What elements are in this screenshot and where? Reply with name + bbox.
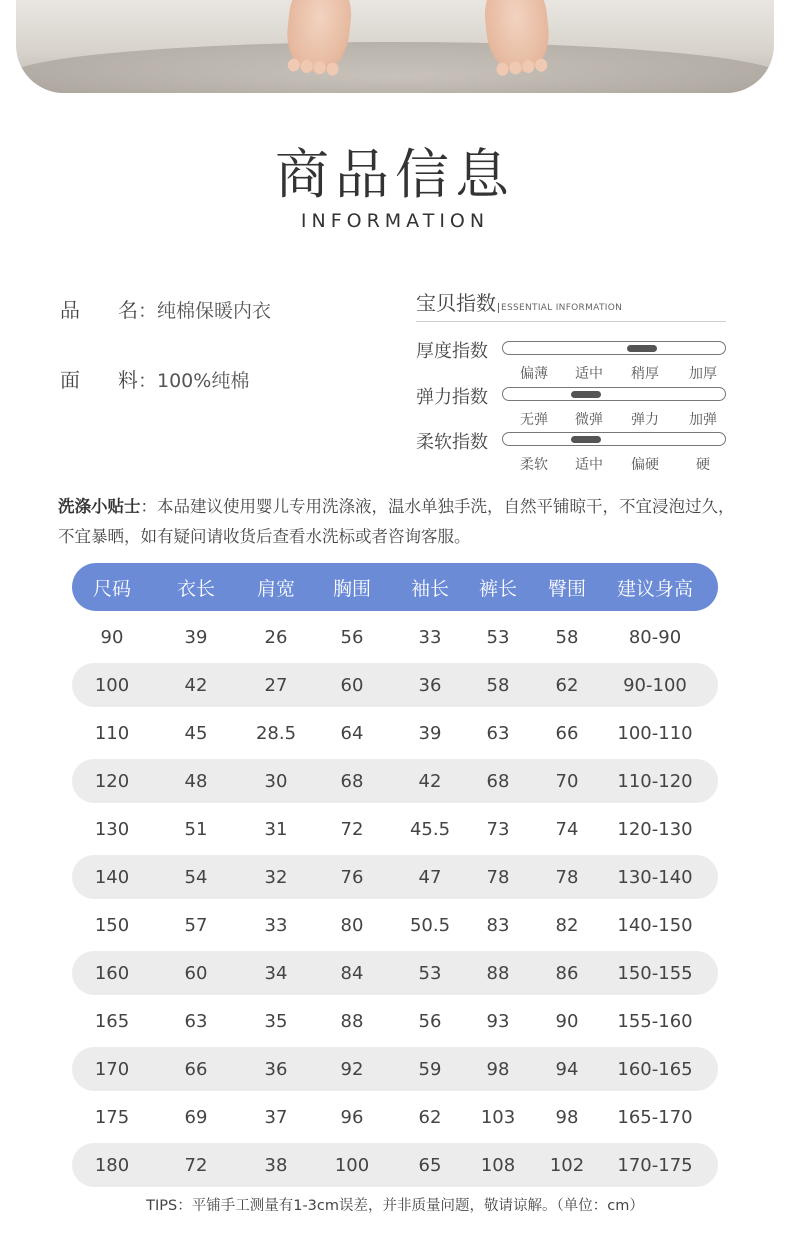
table-cell: 47 [418, 866, 442, 888]
table-row [72, 711, 718, 755]
table-row [72, 759, 718, 803]
table-cell: 58 [486, 674, 510, 696]
table-cell: 160 [94, 962, 130, 984]
table-cell: 102 [549, 1154, 585, 1176]
table-cell: 42 [418, 770, 442, 792]
index-bar [502, 341, 726, 355]
index-level-label: 稍厚 [631, 366, 659, 382]
table-cell: 65 [418, 1154, 442, 1176]
table-cell: 130-140 [617, 866, 693, 888]
header-cell: 肩宽 [256, 577, 295, 600]
index-level-label: 硬 [696, 457, 710, 473]
product-name-value: ：纯棉保暖内衣 [138, 300, 272, 322]
table-cell: 80 [340, 914, 364, 936]
product-name-key-2: 名 [118, 298, 138, 322]
table-cell: 74 [555, 818, 579, 840]
table-cell: 62 [555, 674, 579, 696]
product-name-row [60, 294, 271, 323]
table-cell: 31 [264, 818, 288, 840]
table-cell: 120 [94, 770, 130, 792]
table-cell: 39 [418, 722, 442, 744]
table-cell: 140-150 [617, 914, 693, 936]
page-subtitle: INFORMATION [300, 210, 490, 232]
table-cell: 62 [418, 1106, 442, 1128]
table-row [72, 855, 718, 899]
index-level-label: 弹力 [631, 412, 659, 428]
index-name: 柔软指数 [416, 432, 488, 453]
table-cell: 175 [94, 1106, 130, 1128]
table-cell: 78 [486, 866, 510, 888]
table-cell: 37 [264, 1106, 288, 1128]
table-cell: 38 [264, 1154, 288, 1176]
table-cell: 73 [486, 818, 510, 840]
index-level-label: 微弹 [575, 412, 603, 428]
header-cell: 衣长 [176, 577, 215, 600]
header-cell: 臀围 [547, 577, 586, 600]
table-cell: 28.5 [255, 722, 297, 744]
index-level-label: 偏硬 [631, 457, 659, 473]
table-cell: 33 [418, 626, 442, 648]
table-cell: 90 [555, 1010, 579, 1032]
index-title: 宝贝指数 [416, 291, 496, 315]
table-cell: 100 [94, 674, 130, 696]
table-cell: 86 [555, 962, 579, 984]
bed-sheet [16, 42, 774, 93]
table-cell: 53 [418, 962, 442, 984]
table-cell: 51 [184, 818, 208, 840]
fabric-row [60, 364, 249, 393]
table-row [72, 1047, 718, 1091]
index-level-label: 无弹 [520, 412, 548, 428]
table-cell: 34 [264, 962, 288, 984]
table-cell: 84 [340, 962, 364, 984]
table-cell: 150-155 [617, 962, 693, 984]
table-cell: 130 [94, 818, 130, 840]
size-table-header [72, 563, 718, 611]
table-cell: 180 [94, 1154, 130, 1176]
table-cell: 63 [184, 1010, 208, 1032]
header-cell: 尺码 [92, 577, 131, 600]
table-cell: 45.5 [409, 818, 451, 840]
table-cell: 110 [94, 722, 130, 744]
washing-tips-text: ：本品建议使用婴儿专用洗涤液，温水单独手洗，自然平铺晾干，不宜浸泡过久，不宜暴晒，如有疑问请收货后查看水洗标或者咨询客服。 [58, 497, 735, 546]
table-cell: 78 [555, 866, 579, 888]
table-cell: 165 [94, 1010, 130, 1032]
header-cell: 建议身高 [616, 577, 693, 600]
table-cell: 100 [334, 1154, 370, 1176]
header-cell: 裤长 [478, 577, 517, 600]
index-marker [571, 436, 601, 443]
table-cell: 165-170 [617, 1106, 693, 1128]
table-cell: 27 [264, 674, 288, 696]
table-row [72, 615, 718, 659]
index-name: 弹力指数 [416, 387, 488, 408]
table-cell: 36 [264, 1058, 288, 1080]
table-cell: 36 [418, 674, 442, 696]
table-cell: 88 [486, 962, 510, 984]
table-cell: 48 [184, 770, 208, 792]
table-cell: 32 [264, 866, 288, 888]
index-level-label: 适中 [575, 457, 603, 473]
table-cell: 155-160 [617, 1010, 693, 1032]
table-cell: 83 [486, 914, 510, 936]
table-cell: 56 [418, 1010, 442, 1032]
table-cell: 33 [264, 914, 288, 936]
table-cell: 35 [264, 1010, 288, 1032]
index-level-label: 柔软 [520, 457, 548, 473]
index-heading [416, 287, 726, 322]
index-level-label: 偏薄 [520, 366, 548, 382]
table-cell: 30 [264, 770, 288, 792]
header-cell: 胸围 [332, 577, 371, 600]
table-row [72, 1095, 718, 1139]
table-cell: 170 [94, 1058, 130, 1080]
table-cell: 66 [555, 722, 579, 744]
table-cell: 69 [184, 1106, 208, 1128]
table-cell: 150 [94, 914, 130, 936]
table-cell: 53 [486, 626, 510, 648]
table-cell: 50.5 [409, 914, 451, 936]
fabric-key-2: 料 [118, 368, 138, 392]
table-cell: 120-130 [617, 818, 693, 840]
table-row [72, 807, 718, 851]
table-row [72, 1143, 718, 1187]
table-cell: 90 [100, 626, 124, 648]
table-cell: 56 [340, 626, 364, 648]
table-cell: 63 [486, 722, 510, 744]
table-cell: 100-110 [617, 722, 693, 744]
table-cell: 68 [486, 770, 510, 792]
fabric-value: ：100%纯棉 [138, 370, 250, 392]
table-cell: 98 [555, 1106, 579, 1128]
index-marker [627, 345, 657, 352]
table-cell: 93 [486, 1010, 510, 1032]
table-cell: 88 [340, 1010, 364, 1032]
header-cell: 袖长 [410, 577, 449, 600]
table-cell: 160-165 [617, 1058, 693, 1080]
table-cell: 70 [555, 770, 579, 792]
table-cell: 64 [340, 722, 364, 744]
table-cell: 72 [340, 818, 364, 840]
table-cell: 82 [555, 914, 579, 936]
table-cell: 94 [555, 1058, 579, 1080]
table-cell: 26 [264, 626, 288, 648]
table-cell: 54 [184, 866, 208, 888]
table-cell: 45 [184, 722, 208, 744]
hero-photo [16, 0, 774, 93]
table-cell: 140 [94, 866, 130, 888]
table-cell: 58 [555, 626, 579, 648]
index-bar [502, 387, 726, 401]
table-cell: 59 [418, 1058, 442, 1080]
index-title-en: ESSENTIAL INFORMATION [498, 303, 622, 313]
table-cell: 90-100 [623, 674, 687, 696]
table-cell: 108 [480, 1154, 516, 1176]
table-cell: 170-175 [617, 1154, 693, 1176]
table-cell: 103 [480, 1106, 516, 1128]
fabric-key-1: 面 [60, 368, 80, 392]
table-cell: 57 [184, 914, 208, 936]
table-cell: 60 [184, 962, 208, 984]
product-name-key-1: 品 [60, 298, 80, 322]
table-cell: 98 [486, 1058, 510, 1080]
measurement-footnote: TIPS：平铺手工测量有1-3cm误差，并非质量问题，敬请谅解。（单位：cm） [146, 1198, 644, 1214]
table-cell: 76 [340, 866, 364, 888]
table-cell: 60 [340, 674, 364, 696]
table-cell: 68 [340, 770, 364, 792]
table-row [72, 663, 718, 707]
washing-tips [58, 492, 738, 552]
table-cell: 72 [184, 1154, 208, 1176]
table-row [72, 999, 718, 1043]
washing-tips-label: 洗涤小贴士 [58, 497, 141, 516]
index-bar [502, 432, 726, 446]
index-level-label: 加厚 [689, 366, 717, 382]
index-name: 厚度指数 [416, 341, 488, 362]
table-cell: 92 [340, 1058, 364, 1080]
table-cell: 110-120 [617, 770, 693, 792]
page-title: 商品信息 [275, 143, 515, 206]
table-cell: 66 [184, 1058, 208, 1080]
table-cell: 39 [184, 626, 208, 648]
table-row [72, 903, 718, 947]
table-row [72, 951, 718, 995]
table-cell: 80-90 [628, 626, 682, 648]
index-level-label: 加弹 [689, 412, 717, 428]
index-level-label: 适中 [575, 366, 603, 382]
table-cell: 42 [184, 674, 208, 696]
index-marker [571, 391, 601, 398]
size-table [72, 563, 718, 1187]
table-cell: 96 [340, 1106, 364, 1128]
